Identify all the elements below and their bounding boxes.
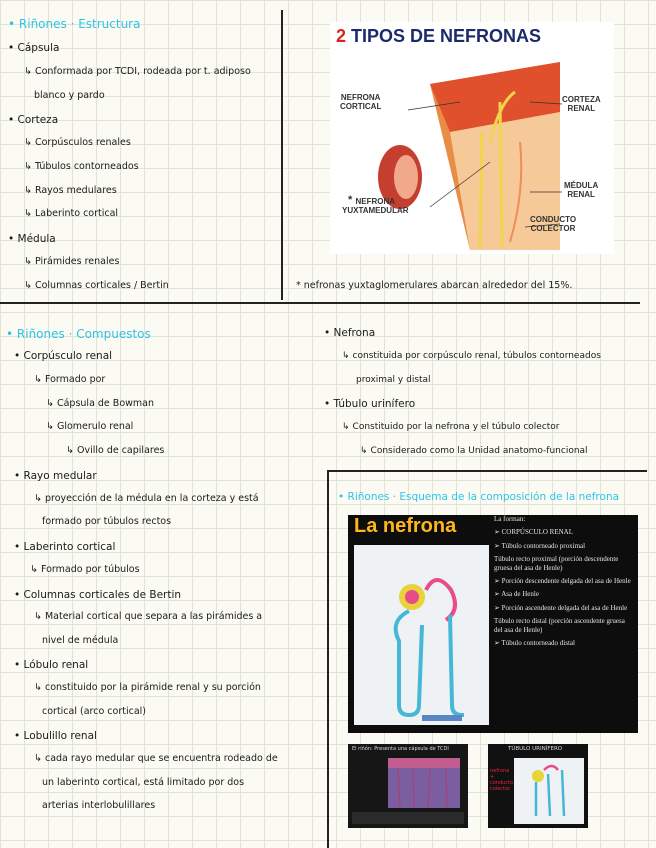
- lobulillo-desc-2: un laberinto cortical, está limitado por dos: [42, 777, 245, 788]
- rayo-medular-heading: • Rayo medular: [14, 470, 97, 482]
- capsula-desc-1: ↳ Conformada por TCDI, rodeada por t. adiposo: [24, 67, 251, 78]
- label-nefrona-cortical: NEFRONA CORTICAL: [340, 93, 382, 111]
- la-nefrona-figure: [348, 515, 638, 733]
- medula-heading: • Médula: [8, 233, 56, 245]
- horizontal-divider-top: [0, 302, 640, 304]
- nephron-schematic: [354, 545, 489, 725]
- la-nefrona-title: La nefrona: [354, 515, 457, 537]
- columnas-desc-1: ↳ Material cortical que separa a las pirámides a: [34, 612, 262, 623]
- tubulo-urinifero-figure: [488, 744, 588, 828]
- tubulo-label: nefrona + conducto colector: [490, 768, 514, 792]
- figure-title: 2 TIPOS DE NEFRONAS: [336, 26, 542, 46]
- star-marker: *: [348, 194, 353, 206]
- histology-image: [348, 744, 468, 828]
- rayo-desc-2: formado por túbulos rectos: [42, 516, 172, 527]
- ovillo-capilares: ↳ Ovillo de capilares: [66, 446, 164, 457]
- section-title-estructura: • Riñones · Estructura: [8, 17, 141, 31]
- list-item: Túbulo recto proximal (porción descendente gruesa del asa de Henle): [494, 555, 619, 572]
- medula-item: ↳ Pirámides renales: [24, 257, 119, 268]
- laberinto-desc: ↳ Formado por túbulos: [30, 565, 140, 576]
- laberinto-heading: • Laberinto cortical: [14, 541, 116, 553]
- vertical-divider-top: [281, 10, 283, 300]
- lobulillo-desc-1: ↳ cada rayo medular que se encuentra rodeado de: [34, 754, 278, 765]
- list-item: ➢ Túbulo contorneado proximal: [494, 541, 586, 550]
- vertical-divider-bottom: [327, 470, 329, 848]
- histology-caption: El riñón: Presenta una cápsula de TCDI: [352, 746, 449, 752]
- medula-item: ↳ Columnas corticales / Bertin: [24, 281, 169, 292]
- lobulillo-heading: • Lobulillo renal: [14, 730, 97, 742]
- horizontal-divider-bottom: [327, 470, 647, 472]
- nefrona-desc-2: proximal y distal: [356, 375, 431, 385]
- list-item: ➢ Porción ascendente delgada del asa de Henle: [494, 603, 628, 612]
- considerado-desc: ↳ Considerado como la Unidad anatomo-funcional: [360, 446, 588, 456]
- corteza-item: ↳ Rayos medulares: [24, 186, 117, 197]
- section-title-esquema: • Riñones · Esquema de la composición de la nefrona: [338, 491, 620, 503]
- label-nefrona-yuxtamedular: NEFRONA YUXTAMEDULAR: [342, 197, 409, 215]
- nefrona-desc-1: ↳ constituida por corpúsculo renal, túbulos contorneados: [342, 351, 601, 361]
- lobulo-desc-1: ↳ constituido por la pirámide renal y su porción: [34, 683, 261, 694]
- lobulo-desc-2: cortical (arco cortical): [42, 706, 146, 717]
- list-item: La forman:: [494, 515, 526, 523]
- capsula-bowman: ↳ Cápsula de Bowman: [46, 399, 154, 410]
- tubulo-desc: ↳ Constituido por la nefrona y el túbulo colector: [342, 422, 560, 432]
- lobulo-heading: • Lóbulo renal: [14, 659, 89, 671]
- capsula-heading: • Cápsula: [8, 42, 60, 54]
- nefrona-parts-list: [494, 515, 634, 652]
- label-corteza-renal: CORTEZA RENAL: [562, 95, 601, 113]
- label-conducto-colector: CONDUCTO COLECTOR: [530, 215, 577, 233]
- corteza-item: ↳ Corpúsculos renales: [24, 138, 131, 149]
- yuxta-note: * nefronas yuxtaglomerulares abarcan alrededor del 15%.: [296, 280, 573, 291]
- nephron-diagram: [354, 545, 489, 725]
- section-title-compuestos: • Riñones · Compuestos: [6, 327, 151, 341]
- corpusculo-heading: • Corpúsculo renal: [14, 350, 113, 362]
- corteza-item: ↳ Túbulos contorneados: [24, 162, 139, 173]
- formado-por: ↳ Formado por: [34, 375, 105, 386]
- tubulo-heading: • Túbulo urinífero: [324, 398, 416, 410]
- lobulillo-desc-3: arterias interlobulillares: [42, 800, 156, 811]
- columnas-heading: • Columnas corticales de Bertin: [14, 589, 182, 601]
- nefrona-heading: • Nefrona: [324, 327, 376, 339]
- capsula-desc-2: blanco y pardo: [34, 90, 105, 101]
- histology-figure: [348, 744, 468, 828]
- columnas-desc-2: nivel de médula: [42, 635, 119, 646]
- label-medula-renal: MÉDULA RENAL: [564, 181, 599, 199]
- tubulo-caption: TÚBULO URINÍFERO: [508, 746, 563, 752]
- rayo-desc-1: ↳ proyección de la médula en la corteza y está: [34, 494, 259, 505]
- list-item: Túbulo recto distal (porción ascendente gruesa del asa de Henle): [494, 617, 625, 634]
- corteza-heading: • Corteza: [8, 114, 59, 126]
- corteza-item: ↳ Laberinto cortical: [24, 209, 118, 220]
- list-item: ➢ Asa de Henle: [494, 590, 539, 599]
- list-item: ➢ CORPÚSCULO RENAL: [494, 528, 573, 537]
- glomerulo-renal: ↳ Glomerulo renal: [46, 422, 133, 433]
- list-item: ➢ Túbulo contorneado distal: [494, 638, 575, 647]
- list-item: ➢ Porción descendente delgada del asa de Henle: [494, 576, 631, 585]
- nephron-types-figure: [330, 22, 614, 254]
